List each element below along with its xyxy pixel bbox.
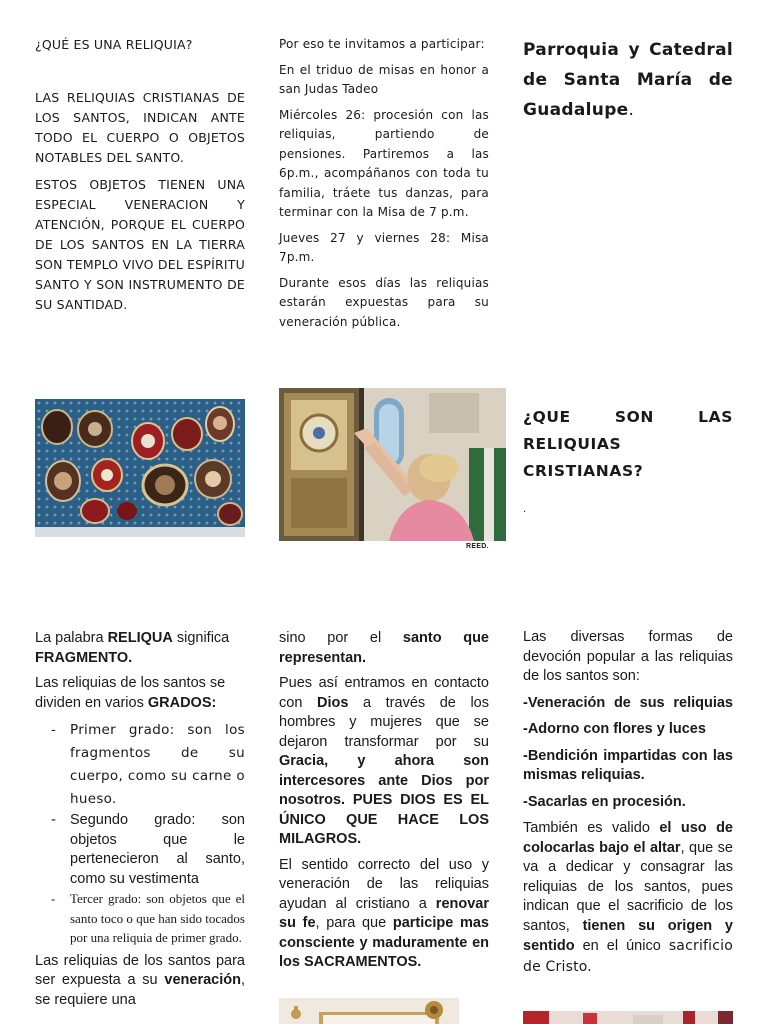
church-relic-photo — [279, 388, 506, 541]
devocion-item-adorno: -Adorno con flores y luces — [523, 721, 706, 737]
devocion-intro: Las diversas formas de devoción popular a las reliquias de los santos son: — [523, 629, 733, 684]
fragmento-word: FRAGMENTO. — [35, 650, 133, 666]
santo-representan — [279, 628, 489, 668]
reliquaries-illustration — [35, 399, 245, 537]
contacto-text-c: a través de los hombres y mujeres que se dejaron transformar por su — [279, 694, 489, 750]
altar-text-a: También es valido — [523, 820, 660, 836]
grados-word: GRADOS: — [147, 694, 217, 711]
altar-photo-partial — [279, 998, 459, 1024]
top-right-column — [523, 35, 733, 125]
contacto-dios-paragraph — [279, 674, 489, 850]
exposicion-requirement — [35, 952, 245, 1011]
sentido-text-c: , para que — [315, 915, 393, 931]
grado-3-item: - Tercer grado: son objetos que el santo toco o que han sido tocados por una reliquia de primer grado. — [35, 889, 245, 948]
parish-title-text: Parroquia y Catedral de Santa María de Guadalupe — [523, 40, 733, 120]
invitation-intro: Por eso te invitamos a participar: — [279, 37, 485, 51]
santo-representan-bold: santo que representan. — [279, 630, 489, 666]
top-middle-column — [279, 35, 489, 332]
origen-sentido-bold: tienen su origen y sentido — [523, 917, 733, 954]
church-relic-illustration — [279, 388, 506, 541]
sentido-text-a: El sentido correcto del uso y veneración de las reliquias ayudan al cristiano a — [279, 856, 489, 912]
dios-word: Dios — [316, 694, 349, 711]
veneracion-word: veneración — [164, 972, 241, 988]
exposicion-text-a: Las reliquias de los santos para ser expuesta a su — [35, 952, 245, 988]
sentido-correcto-paragraph — [279, 856, 489, 973]
exposition-text: Durante esos días las reliquias estarán expuestas para su veneración pública. — [279, 275, 489, 329]
bottom-right-column — [523, 628, 733, 977]
relics-question-text: ¿QUE SON LAS RELIQUIAS CRISTIANAS? — [523, 408, 733, 480]
exposicion-text-c: , se requiere una — [35, 972, 245, 1008]
reliqua-word: RELIQUA — [107, 630, 173, 646]
renovar-fe-bold: renovar su fe — [279, 895, 489, 931]
altar-illustration — [279, 998, 459, 1024]
altar-text-c: , que se va a dedicar y consagrar las reliquias de los santos, pues indican que el sacrificio de los santos, — [523, 839, 733, 934]
reliqua-text-a: La palabra — [35, 630, 108, 646]
reliquaries-photo — [35, 399, 245, 537]
grados-intro — [35, 674, 245, 713]
wednesday-procession-text: Miércoles 26: procesión con las reliquias, partiendo de pensiones. Partiremos a las 6p.m., acompáñanos con toda tu familia, tráete tus danzas, para terminar con la Misa de 7 p.m. — [279, 107, 489, 219]
thursday-friday-text: Jueves 27 y viernes 28: Misa 7p.m. — [279, 230, 489, 264]
sacrificio-cristo-text: sacrificio de Cristo. — [523, 938, 733, 975]
parish-title — [523, 35, 733, 125]
triduo-text: En el triduo de misas en honor a san Judas Tadeo — [279, 62, 489, 96]
bottom-left-column — [35, 628, 245, 1010]
ornate-reliquary — [279, 388, 359, 541]
grado-2-item: - Segundo grado: son objetos que le pertenecieron al santo, como su vestimenta — [35, 811, 245, 889]
gracia-milagros-bold: Gracia, y ahora son intercesores ante Dios por nosotros. PUES DIOS ES EL ÚNICO QUE HACE LOS MILAGROS. — [279, 753, 489, 847]
reliqua-meaning — [35, 628, 245, 668]
bajo-altar-bold: el uso de colocarlas bajo el altar — [523, 820, 733, 856]
devocion-item-veneracion: -Veneración de sus reliquias — [523, 694, 733, 711]
devocion-item-bendicion: -Bendición impartidas con las mismas reliquias. — [523, 747, 733, 783]
stray-dot: . — [523, 504, 527, 515]
sacramentos-bold: participe mas consciente y maduramente en los SACRAMENTOS. — [279, 915, 489, 970]
grados-list — [35, 719, 245, 948]
altar-paragraph — [523, 819, 733, 977]
relic-definition-paragraph: LAS RELIQUIAS CRISTIANAS DE LOS SANTOS, INDICAN ANTE TODO EL CUERPO O OBJETOS NOTABLES DEL SANTO. — [35, 90, 245, 165]
altar-text-e: en el único — [574, 938, 669, 954]
procession-photo-partial — [523, 1010, 733, 1024]
procession-illustration — [523, 1011, 733, 1024]
top-left-column — [35, 35, 245, 315]
grado-1-item: - Primer grado: son los fragmentos de su cuerpo, como su carne o hueso. — [35, 719, 245, 811]
relic-heading: ¿QUÉ ES UNA RELIQUIA? — [35, 37, 193, 52]
relics-question-title — [523, 404, 733, 485]
contacto-text-a: Pues así entramos en contacto con — [279, 675, 489, 711]
santo-text-a: sino por el — [279, 630, 403, 646]
bottom-middle-column — [279, 628, 489, 973]
parish-title-period: . — [628, 100, 635, 120]
photo-caption: REED. — [466, 543, 489, 550]
relic-veneration-paragraph: ESTOS OBJETOS TIENEN UNA ESPECIAL VENERACION Y ATENCIÓN, PORQUE EL CUERPO DE LOS SANTOS EN LA TIERRA SON TEMPLO VIVO DEL ESPÍRITU SANTO Y SON INSTRUMENTO DE SU SANTIDAD. — [35, 177, 245, 312]
reliqua-text-c: significa — [172, 630, 230, 646]
devocion-item-procesion: -Sacarlas en procesión. — [523, 793, 686, 810]
grados-intro-text: Las reliquias de los santos se dividen en varios — [35, 675, 226, 711]
